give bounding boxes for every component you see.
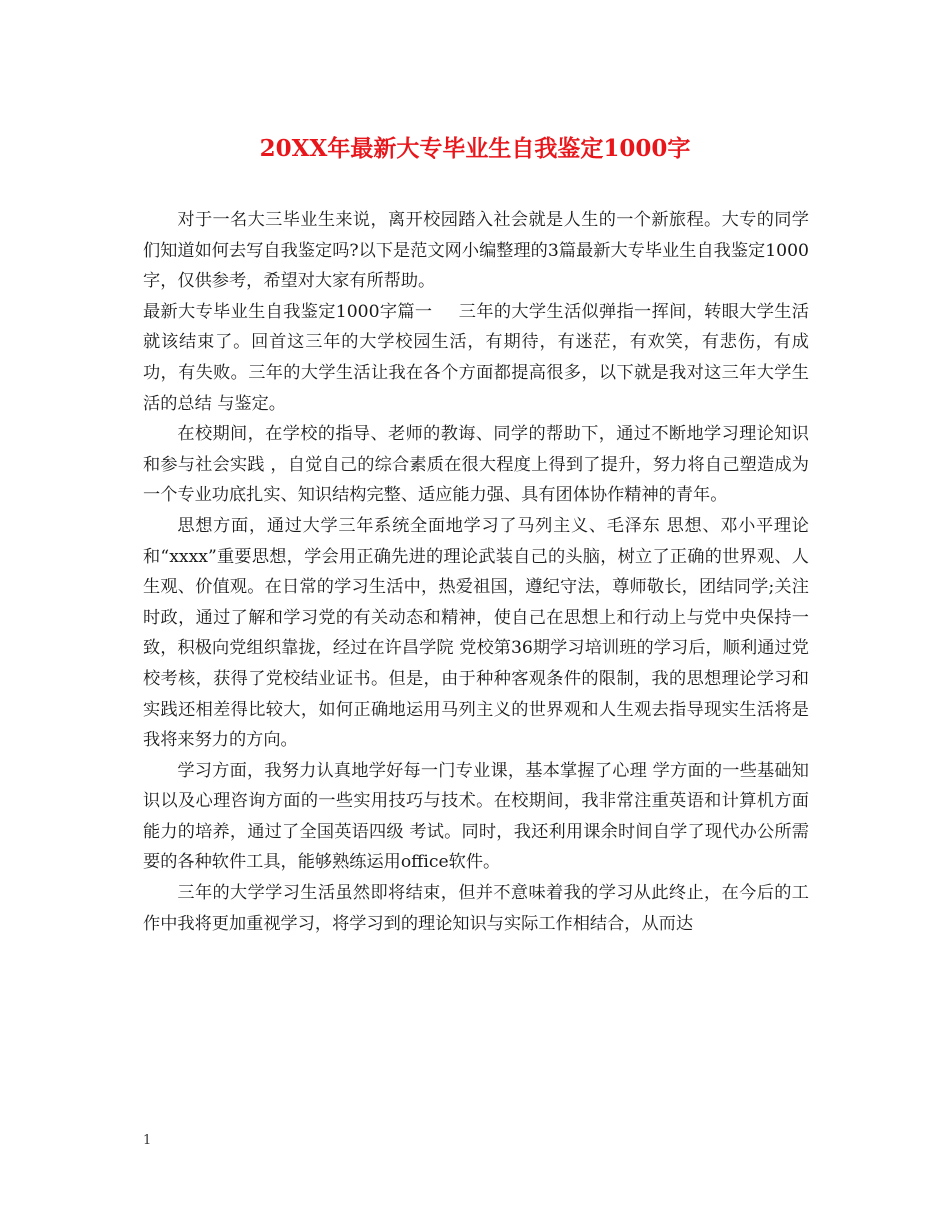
body-paragraph-ideology: 思想方面，通过大学三年系统全面地学习了马列主义、毛泽东 思想、邓小平理论和“xxxx”重要思想，学会用正确先进的理论武装自己的头脑，树立了正确的世界观、人生观、价值观。在日常的学习生活中，热爱祖国，遵纪守法，尊师敬长，团结同学;关注时政，通过了解和学习党的有关动态和精神，使自己在思想上和行动上与党中央保持一致，积极向党组织靠拢，经过在许昌学院 党校第36期学习培训班的学习后，顺利通过党校考核，获得了党校结业证书。但是，由于种种客观条件的限制，我的思想理论学习和实践还相差得比较大，如何正确地运用马列主义的世界观和人生观去指导现实生活将是我将来努力的方向。 bbox=[143, 515, 809, 751]
body-paragraph-campus: 在校期间，在学校的指导、老师的教诲、同学的帮助下，通过不断地学习理论知识和参与社会实践 ，自觉自己的综合素质在很大程度上得到了提升，努力将自己塑造成为一个专业功底扎实、知识结构完整、适应能力强、具有团体协作精神的青年。 bbox=[143, 424, 809, 506]
section-opening-text: 三年的大学生活似弹指一挥间，转眼大学生活就该结束了。回首这三年的大学校园生活，有期待，有迷茫，有欢笑，有悲伤，有成功，有失败。三年的大学生活让我在各个方面都提高很多，以下就是我对这三年大学生活的总结 与鉴定。 bbox=[143, 301, 809, 414]
intro-paragraph: 对于一名大三毕业生来说，离开校园踏入社会就是人生的一个新旅程。大专的同学们知道如何去写自我鉴定吗?以下是范文网小编整理的3篇最新大专毕业生自我鉴定1000字，仅供参考，希望对大家有所帮助。 bbox=[143, 210, 809, 292]
page-number: 1 bbox=[143, 1133, 152, 1148]
section-first-paragraph bbox=[143, 297, 809, 419]
document-body bbox=[143, 205, 809, 939]
document-title: 20XX年最新大专毕业生自我鉴定1000字 bbox=[259, 135, 691, 162]
body-paragraph-study: 学习方面，我努力认真地学好每一门专业课，基本掌握了心理 学方面的一些基础知识以及心理咨询方面的一些实用技巧与技术。在校期间，我非常注重英语和计算机方面能力的培养，通过了全国英语四级 考试。同时，我还利用课余时间自学了现代办公所需要的各种软件工具，能够熟练运用office软件。 bbox=[143, 760, 809, 873]
body-paragraph-future: 三年的大学学习生活虽然即将结束，但并不意味着我的学习从此终止，在今后的工作中我将更加重视学习，将学习到的理论知识与实际工作相结合，从而达 bbox=[143, 883, 809, 934]
section-heading: 最新大专毕业生自我鉴定1000字篇一 bbox=[143, 301, 433, 322]
